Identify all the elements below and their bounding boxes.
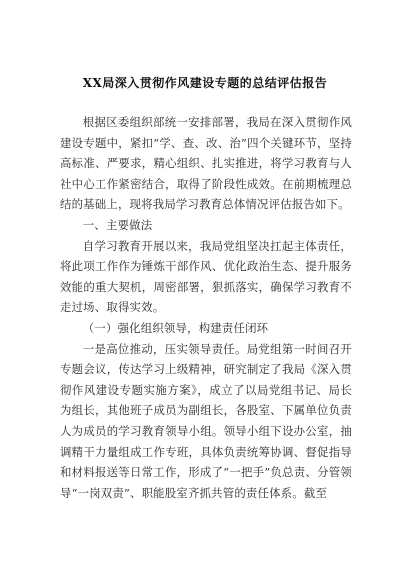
document-body: [60, 112, 352, 503]
section-heading-main-practices: 一、主要做法: [82, 217, 153, 232]
document-title: XX局深入贯彻作风建设专题的总结评估报告: [82, 76, 328, 90]
intro-paragraph: 根据区委组织部统一安排部署，我局在深入贯彻作风建设专题中，紧扣“学、查、改、治”四个关键环节，坚持高标准、严要求，精心组织、扎实推进，将学习教育与人社中心工作紧密结合，取得了阶段性成效。在前期梳理总结的基础上，现将我局学习教育总体情况评估报告如下。: [60, 115, 352, 212]
subsection-heading-organization: （一）强化组织领导，构建责任闭环: [82, 320, 269, 335]
section-intro-paragraph: 自学习教育开展以来，我局党组坚决扛起主体责任，将此项工作作为锤炼干部作风、优化政治生态、提升服务效能的重大契机，周密部署，狠抓落实，确保学习教育不走过场、取得实效。: [60, 238, 352, 315]
leadership-paragraph: 一是高位推动，压实领导责任。局党组第一时间召开专题会议，传达学习上级精神，研究制定了我局《深入贯彻作风建设专题实施方案》，成立了以局党组书记、局长为组长，其他班子成员为副组长，各股室、下属单位负责人为成员的学习教育领导小组。领导小组下设办公室，抽调精干力量组成工作专班，具体负责统筹协调、督促指导和材料报送等日常工作，形成了“一把手”负总责、分管领导“一岗双责”、职能股室齐抓共管的责任体系。截至: [60, 341, 352, 500]
